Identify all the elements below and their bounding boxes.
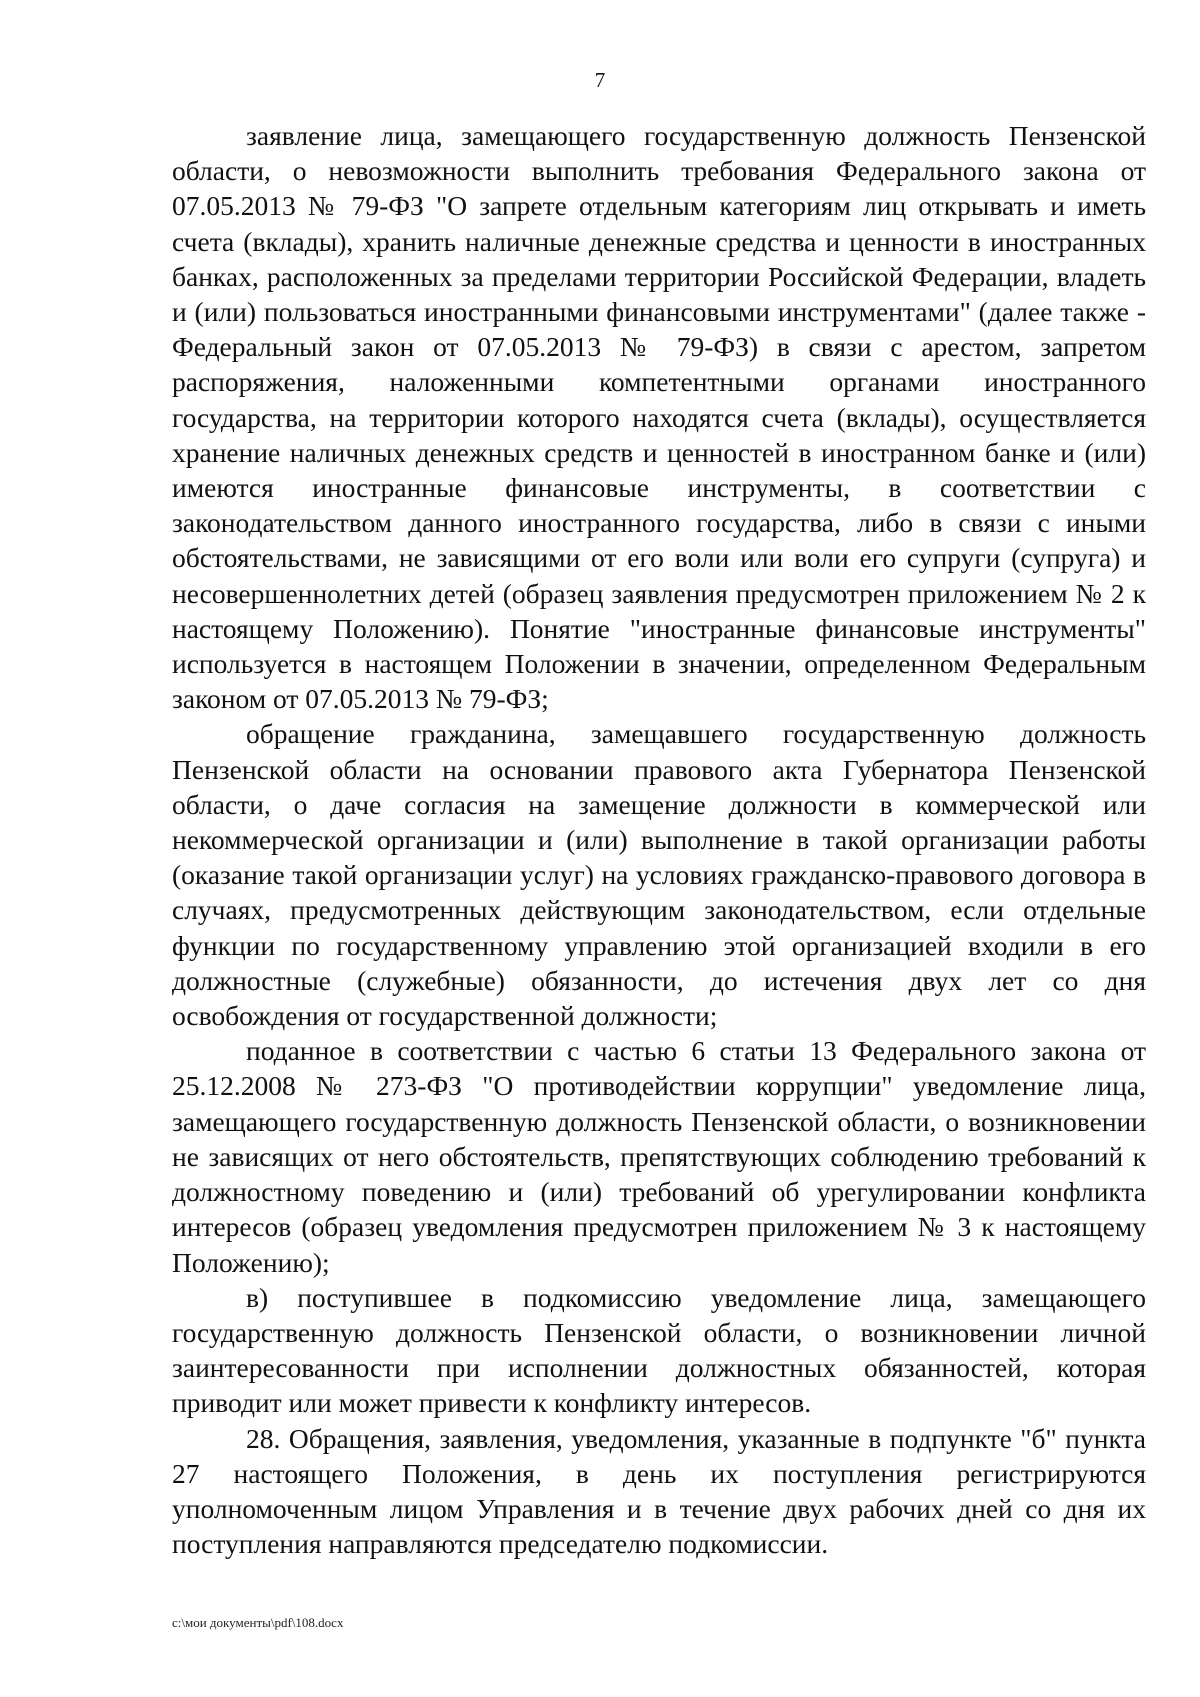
paragraph-notice-circumstances: поданное в соответствии с частью 6 статьи 13 Федерального закона от 25.12.2008 № 273-ФЗ "О противодействии коррупции" уведомление лица, замещающего государственную должность Пензенской области, о возникновении не зависящих от него обстоятельств, препятствующих соблюдению требований к должностному поведению и (или) требований об урегулировании конфликта интересов (образец уведомления предусмотрен приложением № 3 к настоящему Положению);	[172, 1035, 1146, 1278]
paragraph-request-consent-employment: обращение гражданина, замещавшего государственную должность Пензенской области на основании правового акта Губернатора Пензенской области, о даче согласия на замещение должности в коммерческой или некоммерческой организации и (или) выполнение в такой организации работы (оказание такой организации услуг) на условиях гражданско-правового договора в случаях, предусмотренных действующим законодательством, если отдельные функции по государственному управлению этой организацией входили в его должностные (служебные) обязанности, до истечения двух лет со дня освобождения от государственной должности;	[172, 718, 1146, 1032]
paragraph-item-28: 28. Обращения, заявления, уведомления, указанные в подпункте "б" пункта 27 настоящего Положения, в день их поступления регистрируются уполномоченным лицом Управления и в течение двух рабочих дней со дня их поступления направляются председателю подкомиссии.	[172, 1422, 1146, 1560]
paragraph-application-foreign-accounts: заявление лица, замещающего государственную должность Пензенской области, о невозможности выполнить требования Федерального закона от 07.05.2013 № 79-ФЗ "О запрете отдельным категориям лиц открывать и иметь счета (вклады), хранить наличные денежные средства и ценности в иностранных банках, расположенных за пределами территории Российской Федерации, владеть и (или) пользоваться иностранными финансовыми инструментами" (далее также - Федеральный закон от 07.05.2013 № 79-ФЗ) в связи с арестом, запретом распоряжения, наложенными компетентными органами иностранного государства, на территории которого находятся счета (вклады), осуществляется хранение наличных денежных средств и ценностей в иностранном банке и (или) имеются иностранные финансовые инструменты, в соответствии с законодательством данного иностранного государства, либо в связи с иными обстоятельствами, не зависящими от его воли или воли его супруги (супруга) и несовершеннолетних детей (образец заявления предусмотрен приложением № 2 к настоящему Положению). Понятие "иностранные финансовые инструменты" используется в настоящем Положении в значении, определенном Федеральным законом от 07.05.2013 № 79-ФЗ;	[172, 120, 1146, 715]
page-number: 7	[594, 68, 606, 92]
paragraph-subitem-v-conflict-notice: в) поступившее в подкомиссию уведомление лица, замещающего государственную должность Пензенской области, о возникновении личной заинтересованности при исполнении должностных обязанностей, которая приводит или может привести к конфликту интересов.	[172, 1281, 1146, 1419]
document-body	[172, 118, 1146, 1561]
footer-file-path: c:\мои документы\pdf\108.docx	[172, 1615, 344, 1630]
